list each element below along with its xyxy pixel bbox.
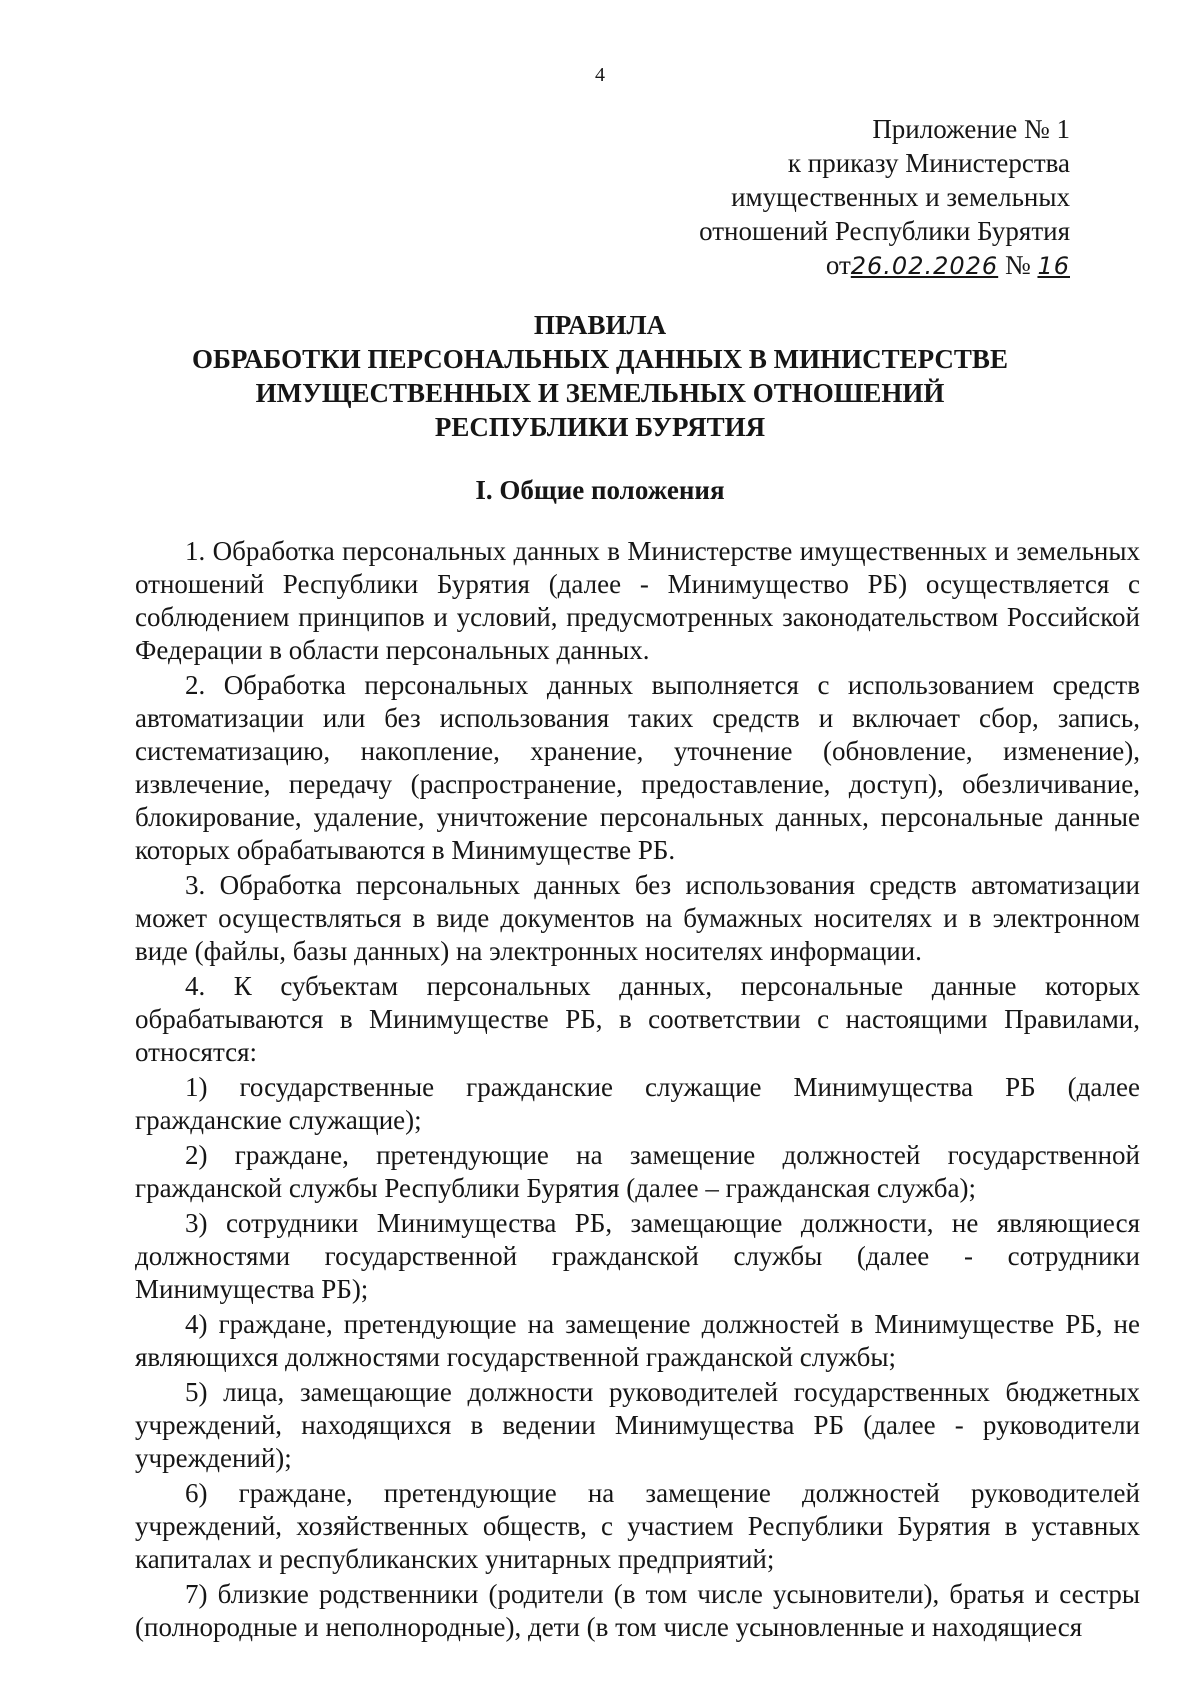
appendix-line-1: Приложение № 1 <box>872 114 1070 144</box>
list-item: 1) государственные гражданские служащие Минимущества РБ (далее гражданские служащие); <box>135 1072 1140 1135</box>
paragraph: 3. Обработка персональных данных без использования средств автоматизации может осуществляться в виде документов на бумажных носителях и в электронном виде (файлы, базы данных) на электронных носителях информации. <box>135 870 1140 966</box>
section-heading: I. Общие положения <box>475 475 725 505</box>
paragraph: 4. К субъектам персональных данных, персональные данные которых обрабатываются в Минимуществе РБ, в соответствии с настоящими Правилами, относятся: <box>135 971 1140 1067</box>
title-line-4: РЕСПУБЛИКИ БУРЯТИЯ <box>434 412 766 442</box>
appendix-line-4: отношений Республики Бурятия <box>699 216 1070 246</box>
appendix-line-2: к приказу Министерства <box>787 148 1070 178</box>
list-item: 6) граждане, претендующие на замещение должностей руководителей учреждений, хозяйственных обществ, с участием Республики Бурятия в уставных капиталах и республиканских унитарных предприятий; <box>135 1478 1140 1574</box>
list-item: 2) граждане, претендующие на замещение должностей государственной гражданской службы Республики Бурятия (далее – гражданская служба); <box>135 1140 1140 1203</box>
list-item: 3) сотрудники Минимущества РБ, замещающие должности, не являющиеся должностями государственной гражданской службы (далее - сотрудники Минимущества РБ); <box>135 1208 1140 1304</box>
date-prefix: от <box>825 250 851 280</box>
paragraph: 1. Обработка персональных данных в Министерстве имущественных и земельных отношений Республики Бурятия (далее - Минимущество РБ) осуществляется с соблюдением принципов и условий, предусмотренных законодательством Российской Федерации в области персональных данных. <box>135 536 1140 665</box>
document-title <box>140 308 1060 444</box>
body-text <box>135 535 1140 1646</box>
paragraph: 2. Обработка персональных данных выполняется с использованием средств автоматизации или без использования таких средств и включает сбор, запись, систематизацию, накопление, хранение, уточнение (обновление, изменение), извлечение, передачу (распространение, предоставление, доступ), обезличивание, блокирование, удаление, уничтожение персональных данных, персональные данные которых обрабатываются в Минимуществе РБ. <box>135 670 1140 865</box>
list-item: 5) лица, замещающие должности руководителей государственных бюджетных учреждений, находящихся в ведении Минимущества РБ (далее - руководители учреждений); <box>135 1377 1140 1473</box>
appendix-block <box>699 112 1070 283</box>
handwritten-number: 16 <box>1037 252 1070 280</box>
title-line-2: ОБРАБОТКИ ПЕРСОНАЛЬНЫХ ДАННЫХ В МИНИСТЕРСТВЕ <box>192 344 1008 374</box>
appendix-line-3: имущественных и земельных <box>731 182 1070 212</box>
title-line-3: ИМУЩЕСТВЕННЫХ И ЗЕМЕЛЬНЫХ ОТНОШЕНИЙ <box>255 378 945 408</box>
page-number: 4 <box>595 64 605 86</box>
list-item: 7) близкие родственники (родители (в том числе усыновители), братья и сестры (полнородные и неполнородные), дети (в том числе усыновленные и находящиеся <box>135 1579 1140 1642</box>
title-line-1: ПРАВИЛА <box>533 310 667 340</box>
appendix-date-line <box>699 248 1070 283</box>
handwritten-date: 26.02.2026 <box>850 252 999 280</box>
list-item: 4) граждане, претендующие на замещение должностей в Минимуществе РБ, не являющихся должностями государственной гражданской службы; <box>135 1309 1140 1372</box>
number-prefix: № <box>1004 250 1031 280</box>
